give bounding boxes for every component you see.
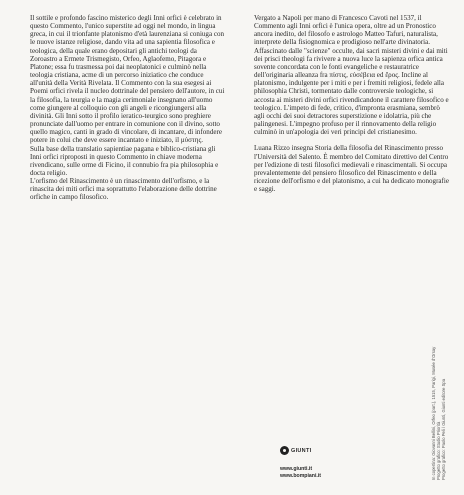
author-bio: Luana Rizzo insegna Storia della filosofia del Rinascimento presso l'Università del Salento. È membro del Comitato direttivo del Centro per l'edizione di testi filosofici medievali e rinascimentali. Si occupa prevalentemente del pensiero filosofico del Rinascimento e della ricezione dell'orfismo e del platonismo, a cui ha dedicato monografie e saggi.	[254, 144, 449, 194]
paragraph-gap	[254, 136, 450, 144]
publisher-urls	[280, 466, 321, 480]
cover-credits	[431, 346, 459, 480]
left-paragraph-2: Sulla base della translatio sapientiae pagana e biblico-cristiana gli Inni orfici riproposti in questo Commento in chiave moderna rivendicano, sulle orme di Ficino, il connubio fra pia philosophia e docta religio.	[30, 144, 219, 177]
left-paragraph-1: Il sottile e profondo fascino misterico degli Inni orfici è celebrato in questo Commento, l'unico superstite ad oggi nel mondo, in lingua greca, in cui il trionfante platonismo d'età laurenziana si coniuga con le nuove istanze religiose, dando vita ad una sapientia filosofica e teologica, della quale erano depositari gli antichi teologi da Zoroastro a Ermete Trismegisto, Orfeo, Aglaofemo, Pitagora e Platone; essa fu trasmessa poi dai neoplatonici e culminò nella teologia cristiana, acme di un percorso iniziatico che conduce all'unità della Verità Rivelata. Il Commento con la sua esegesi ai Poemi orfici rivela il nucleo dottrinale del pensiero dell'autore, in cui la filosofia, la teurgia e la magia cerimoniale insegnano all'uomo come giungere al colloquio con gli angeli e ricongiungersi alla divinità. Gli Inni sotto il profilo ieratico-teurgico sono preghiere pronunciate dall'uomo per entrare in comunione con il divino, sotto quello magico, canti in grado di vincolare, di incantare, di infondere potere in colui che deve essere incantato e iniziato, il μύστης.	[30, 14, 225, 145]
bompiani-url-link[interactable]: www.bompiani.it	[280, 472, 322, 479]
left-text-column	[30, 14, 226, 202]
publisher-name: GIUNTI	[291, 447, 312, 454]
credit-line-3: Progetto grafico: Paolo Peli / Giunti, Giunti editore Spa	[441, 378, 447, 480]
giunti-logo-icon	[280, 446, 289, 455]
publisher-logo	[280, 446, 311, 455]
credit-line-1: In copertina: Giovanni Bellini, Orfeo (part.), 1515, Parigi, Musée d'Orsay	[431, 346, 436, 480]
right-paragraph-1: Vergato a Napoli per mano di Francesco Cavoti nel 1537, il Commento agli Inni orfici è l'unica opera, oltre ad un Pronostico ancora inedito, del filosofo e astrologo Matteo Tafuri, naturalista, interprete della fisiognomica e prodigioso nell'arte divinatoria. Affascinato dalle "scienze" occulte, dai sacri misteri divini e dai miti dei prisci theologi fa rivivere a nuova luce la sapienza orfica antica sovente concordata con le fonti evangeliche e restauratrice dell'originaria alleanza fra πίστις, εὐσέβεια ed ἔρος. Incline al platonismo, indulgente per i miti e per i fremiti religiosi, fedele alla philosophia Christi, tormentato dalle controversie teologiche, si accosta ai misteri divini orfici rivendicandone il carattere filosofico e teologico. L'impeto di fede, critico, d'impronta erasmiana, sembrò agli occhi dei suoi detractores superstizione e idolatria, più che palingenesi. L'impegno profuso per il rinnovamento della religio culminò in un'apologia dei veri principi del cristianesimo.	[254, 14, 449, 137]
credit-line-2: Progetto grafico: Studio Priorità	[436, 421, 442, 480]
left-paragraph-3: L'orfismo del Rinascimento è un rinascimento dell'orfismo, e la rinascita dei miti orfici ma soprattutto l'elaborazione delle dottrine orfiche in campo filosofico.	[30, 177, 217, 202]
right-text-column	[254, 14, 450, 193]
giunti-url-link[interactable]: www.giunti.it	[280, 466, 313, 472]
